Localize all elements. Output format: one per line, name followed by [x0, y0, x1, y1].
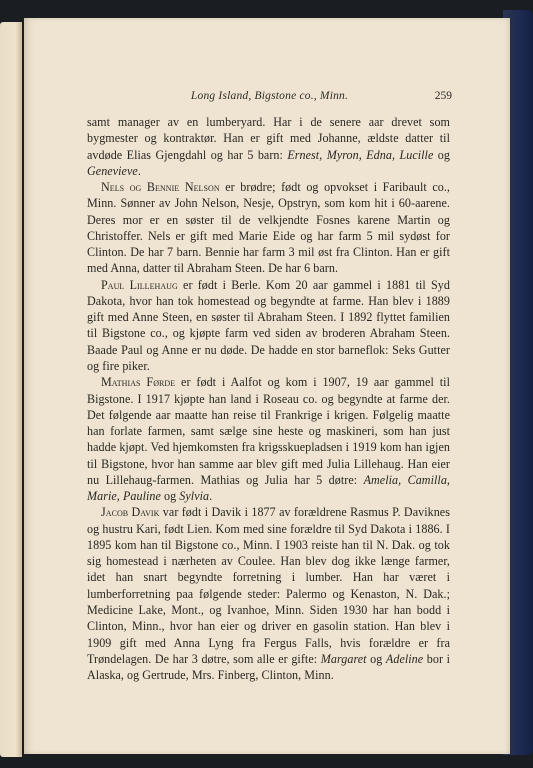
page-number: 259: [434, 90, 452, 102]
entry-name: Nels og Bennie Nelson: [101, 180, 220, 195]
entry-name: Mathias Førde: [101, 375, 176, 390]
child-names: Ernest, Myron, Edna, Lucille: [287, 147, 434, 162]
page-header: [87, 90, 452, 106]
entry-name: Paul Lillehaug: [101, 277, 178, 292]
paragraph: Jacob Davik var født i Davik i 1877 av forældrene Rasmus P. Daviknes og hustru Kari, født Lien. Kom med sine forældre til Syd Dakota i 1886. I 1895 kom han til Bigstone co., Minn. I 1903 reiste han til N. Dak. og tok sig homestead i nærheten av Coulee. Han blev dog ikke længe farmer, idet han snart begyndte forretning i lumber. Han har været i lumberforretning paa følgende steder: Palermo og Kenaston, N. Dak.; Medicine Lake, Mont., og Ivanhoe, Minn. Siden 1930 har han bodd i Clinton, Minn., hvor han eier og driver en gasolin station. Han blev i 1909 gift med Anna Lyng fra Fergus Falls, hvis forældre er fra Trøndelagen. De har 3 døtre, som alle er gifte: Margaret og Adeline bor i Alaska, og Gertrude, Mrs. Finberg, Clinton, Minn.: [87, 505, 451, 683]
entry-name: Jacob Davik: [101, 505, 160, 520]
child-names: Margaret: [320, 651, 367, 666]
previous-page-edge: [0, 22, 22, 757]
child-names: Amelia, Camilla, Marie, Pauline: [87, 472, 450, 504]
paragraph: samt manager av en lumberyard. Har i de senere aar drevet som bygmester og kontraktør. Han er gift med Johanne, ældste datter til avdøde Elias Gjengdahl og har 5 barn: Ernest, Myron, Edna, Lucille og Genevieve.: [87, 115, 450, 178]
book-page: [24, 18, 510, 754]
paragraph: Nels og Bennie Nelson er brødre; født og opvokset i Faribault co., Minn. Sønner av John Nelson, Nesje, Opstryn, som kom hit i 60-aarene. Deres mor er en søster til de velkjendte Fosnes karene Martin og Christoffer. Nels er gift med Marie Eide og har farm 5 mil sydøst for Clinton. De har 7 barn. Bennie har farm 3 mil øst fra Clinton. Han er gift med Anna, datter til Abraham Steen. De har 6 barn.: [87, 180, 451, 276]
child-names: Adeline: [385, 651, 424, 666]
paragraph: Mathias Førde er født i Aalfot og kom i 1907, 19 aar gammel til Bigstone. I 1917 kjøpte han land i Roseau co. og begyndte at farme der. Det følgende aar maatte han reise til Frankrige i krigen. Følgelig maatte han forlate farmen, samt sælge sine heste og maskineri, som han just hadde kjøpt. Ved hjemkomsten fra krigsskuepladsen i 1919 kom han igjen til Bigstone, hvor han samme aar blev gift med Julia Lillehaug. Han eier nu Lillehaug-farmen. Mathias og Julia har 5 døtre: Amelia, Camilla, Marie, Pauline og Sylvia.: [87, 375, 450, 504]
child-names: Genevieve: [87, 163, 138, 178]
paragraph: Paul Lillehaug er født i Berle. Kom 20 aar gammel i 1881 til Syd Dakota, hvor han tok homestead og begyndte at farme. Han blev i 1889 gift med Anne Steen, en søster til Abraham Steen. I 1892 flyttet familien til Bigstone co., og kjøpte farm ved siden av broderen Abraham Steen. Baade Paul og Anne er nu døde. De hadde en stor barneflok: Seks Gutter og fire piker.: [87, 277, 450, 373]
running-title: Long Island, Bigstone co., Minn.: [190, 90, 349, 102]
child-names: Sylvia: [179, 489, 210, 504]
body-text: [87, 114, 450, 683]
